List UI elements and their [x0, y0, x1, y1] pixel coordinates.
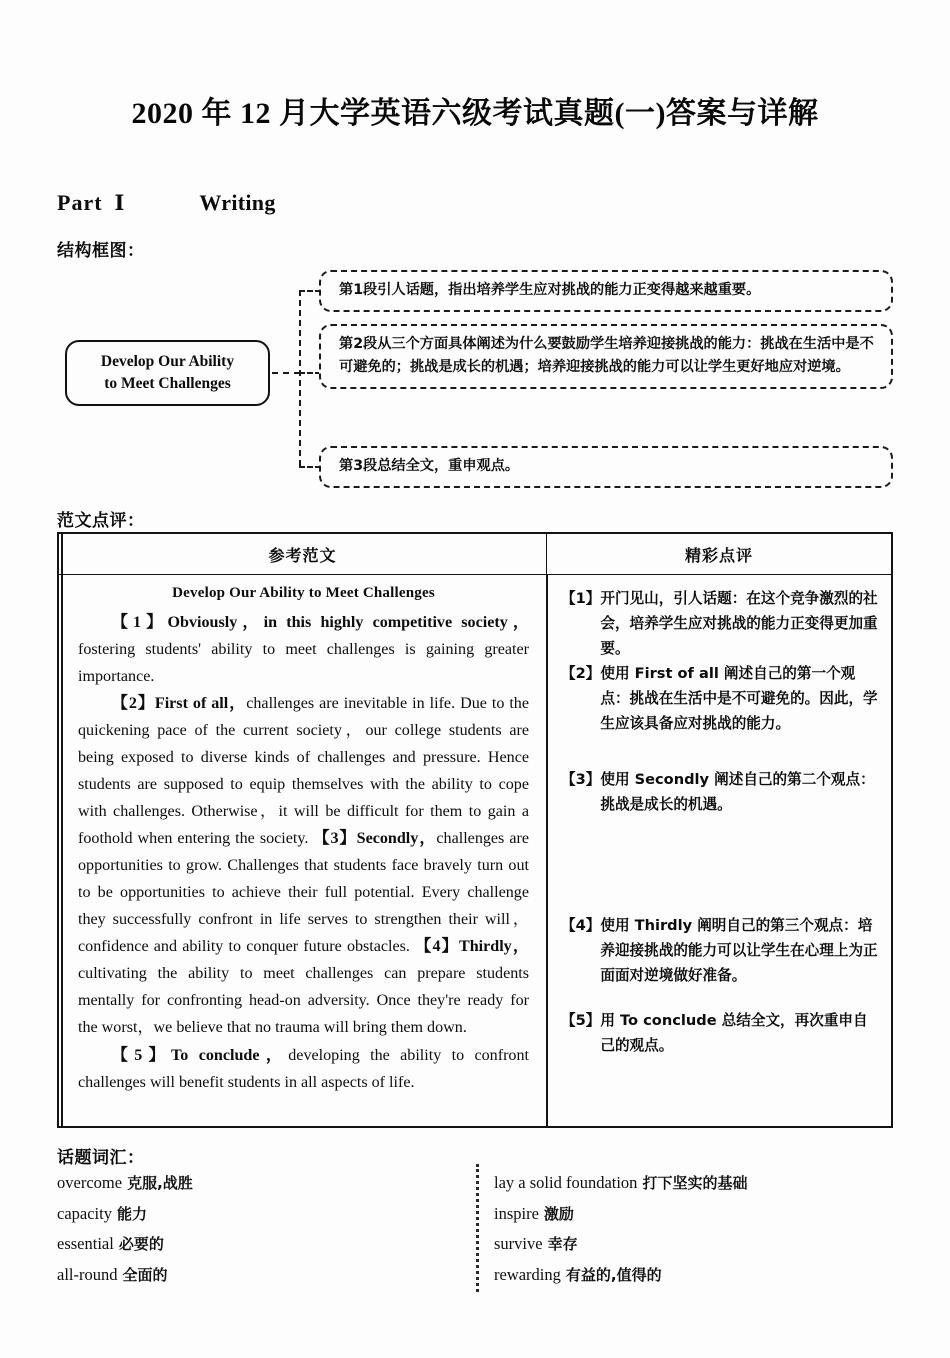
diagram-root-line1: Develop Our Ability [100, 353, 235, 370]
vocabulary-meaning: 有益的,值得的 [565, 1265, 662, 1284]
paragraph-lead: To conclude， [171, 1046, 289, 1064]
paragraph-rest: challenges are opportunities to grow. Challenges that students face bravely turn out to be opportunities to achieve their full potential. Every challenge they successfully confront in life serves to strengthen their will，confidence and ability to conquer future obstacles. [78, 830, 529, 956]
essay-title: Develop Our Ability to Meet Challenges [172, 585, 435, 601]
commentary-column [548, 574, 891, 1126]
essay-paragraph [78, 690, 529, 1041]
paragraph-lead: Obviously，in this highly competitive society， [167, 614, 530, 631]
vocabulary-item [57, 1199, 457, 1230]
vocabulary-section [57, 1168, 893, 1298]
vocabulary-item [57, 1229, 457, 1260]
vocabulary-term: survive [494, 1234, 543, 1254]
part-label: Part [57, 190, 103, 215]
diagram-root-line2: to Meet Challenges [104, 375, 231, 392]
connector-stub [272, 372, 300, 374]
paragraph-rest: fostering students' ability to meet challenges is gaining greater importance. [78, 641, 529, 686]
commentary-marker: 【1】 [561, 590, 601, 607]
diagram-node-paragraph-2: 第2段从三个方面具体阐述为什么要鼓励学生培养迎接挑战的能力：挑战在生活中是不可避免的；挑战是成长的机遇；培养迎接挑战的能力可以让学生更好地应对逆境。 [319, 324, 893, 389]
diagram-node-paragraph-3: 第3段总结全文，重申观点。 [319, 446, 893, 488]
diagram-root-node [65, 340, 270, 406]
table-header-row [59, 534, 891, 575]
commentary-text: 使用 Thirdly 阐明自己的第三个观点：培养迎接挑战的能力可以让学生在心理上为正面面对逆境做好准备。 [600, 916, 878, 984]
commentary-marker: 【2】 [561, 665, 601, 683]
paragraph-marker: 【3】 [313, 830, 357, 848]
essay-paragraph [78, 609, 529, 690]
vocabulary-meaning: 全面的 [122, 1265, 168, 1284]
vocabulary-column-right [494, 1168, 894, 1290]
vocabulary-section-label: 话题词汇： [57, 1148, 145, 1168]
paragraph-marker: 【1】 [111, 614, 168, 631]
vocabulary-term: essential [57, 1234, 114, 1254]
review-section-label: 范文点评： [57, 511, 145, 531]
paragraph-marker: 【2】 [111, 695, 155, 713]
vocabulary-divider [476, 1164, 479, 1292]
vocabulary-meaning: 激励 [543, 1204, 574, 1223]
column-header-comment: 精彩点评 [684, 545, 753, 565]
commentary-item [561, 767, 881, 817]
page-title: 2020 年 12 月大学英语六级考试真题(一)答案与详解 [131, 97, 819, 130]
vocabulary-meaning: 必要的 [118, 1235, 164, 1254]
vocabulary-meaning: 幸存 [547, 1235, 578, 1254]
vocabulary-term: all-round [57, 1264, 118, 1284]
vocabulary-meaning: 能力 [116, 1204, 147, 1223]
vocabulary-item [57, 1260, 457, 1291]
vocabulary-term: inspire [494, 1203, 539, 1223]
paragraph-rest: developing the ability to confront challenges will benefit students in all aspects of life. [78, 1046, 529, 1091]
vocabulary-item [57, 1168, 457, 1199]
commentary-marker: 【5】 [561, 1012, 601, 1030]
vocabulary-term: lay a solid foundation [494, 1173, 638, 1192]
commentary-item [561, 1008, 881, 1058]
commentary-item [561, 586, 881, 661]
vocabulary-term: capacity [57, 1203, 112, 1223]
connector-branch-2 [299, 372, 321, 374]
vocabulary-term: overcome [57, 1173, 123, 1192]
vocabulary-meaning: 打下坚实的基础 [642, 1174, 748, 1192]
vocabulary-column-left [57, 1168, 457, 1290]
column-header-essay: 参考范文 [59, 534, 547, 574]
vocabulary-item [494, 1229, 894, 1260]
commentary-marker: 【4】 [561, 916, 601, 934]
vocabulary-item [494, 1260, 894, 1291]
part-numeral: Ⅰ [114, 191, 125, 215]
paragraph-rest: cultivating the ability to meet challenges can prepare students mentally for confronting head-on adversity. Once they're ready for the worst，we believe that no trauma will bring them down. [78, 965, 529, 1037]
part-heading [57, 190, 276, 216]
commentary-spacer [561, 817, 881, 913]
vocabulary-item [494, 1168, 894, 1199]
part-section-name: Writing [199, 190, 276, 215]
vocabulary-term: rewarding [494, 1264, 561, 1284]
commentary-text: 使用 First of all 阐述自己的第一个观点：挑战在生活中是不可避免的。因此，学生应该具备应对挑战的能力。 [600, 665, 878, 733]
paragraph-lead: Secondly， [356, 830, 437, 848]
commentary-item [561, 913, 881, 988]
review-table [57, 532, 893, 1128]
essay-paragraph [78, 1042, 529, 1096]
essay-body [78, 609, 529, 1096]
commentary-text: 用 To conclude 总结全文，再次重申自己的观点。 [600, 1012, 868, 1055]
structure-section-label: 结构框图： [57, 241, 145, 261]
connector-branch-1 [299, 290, 321, 292]
commentary-spacer [561, 988, 881, 1008]
paragraph-lead: First of all， [154, 695, 247, 713]
commentary-text: 使用 Secondly 阐述自己的第二个观点：挑战是成长的机遇。 [600, 770, 875, 813]
connector-spine [299, 290, 301, 466]
vocabulary-meaning: 克服,战胜 [127, 1174, 193, 1192]
paragraph-rest: challenges are inevitable in life. Due to the quickening pace of the current society，our college students are being exposed to diverse kinds of challenges and pressure. Hence students are supposed to equip themselves with the ability to cope with challenges. Otherwise，it will be difficult for them to gain a foothold when entering the society. [78, 695, 529, 848]
essay-column [59, 574, 546, 1096]
structure-diagram [57, 262, 893, 494]
commentary-spacer [561, 737, 881, 767]
paragraph-marker: 【5】 [111, 1046, 172, 1064]
commentary-marker: 【3】 [561, 770, 601, 788]
vocabulary-item [494, 1199, 894, 1230]
connector-branch-3 [299, 466, 321, 468]
commentary-item [561, 661, 881, 736]
paragraph-marker: 【4】 [415, 938, 459, 956]
commentary-text: 开门见山，引人话题：在这个竞争激烈的社会，培养学生应对挑战的能力正变得更加重要。 [600, 590, 878, 658]
diagram-node-paragraph-1: 第1段引人话题，指出培养学生应对挑战的能力正变得越来越重要。 [319, 270, 893, 312]
paragraph-lead: Thirdly， [458, 938, 529, 956]
